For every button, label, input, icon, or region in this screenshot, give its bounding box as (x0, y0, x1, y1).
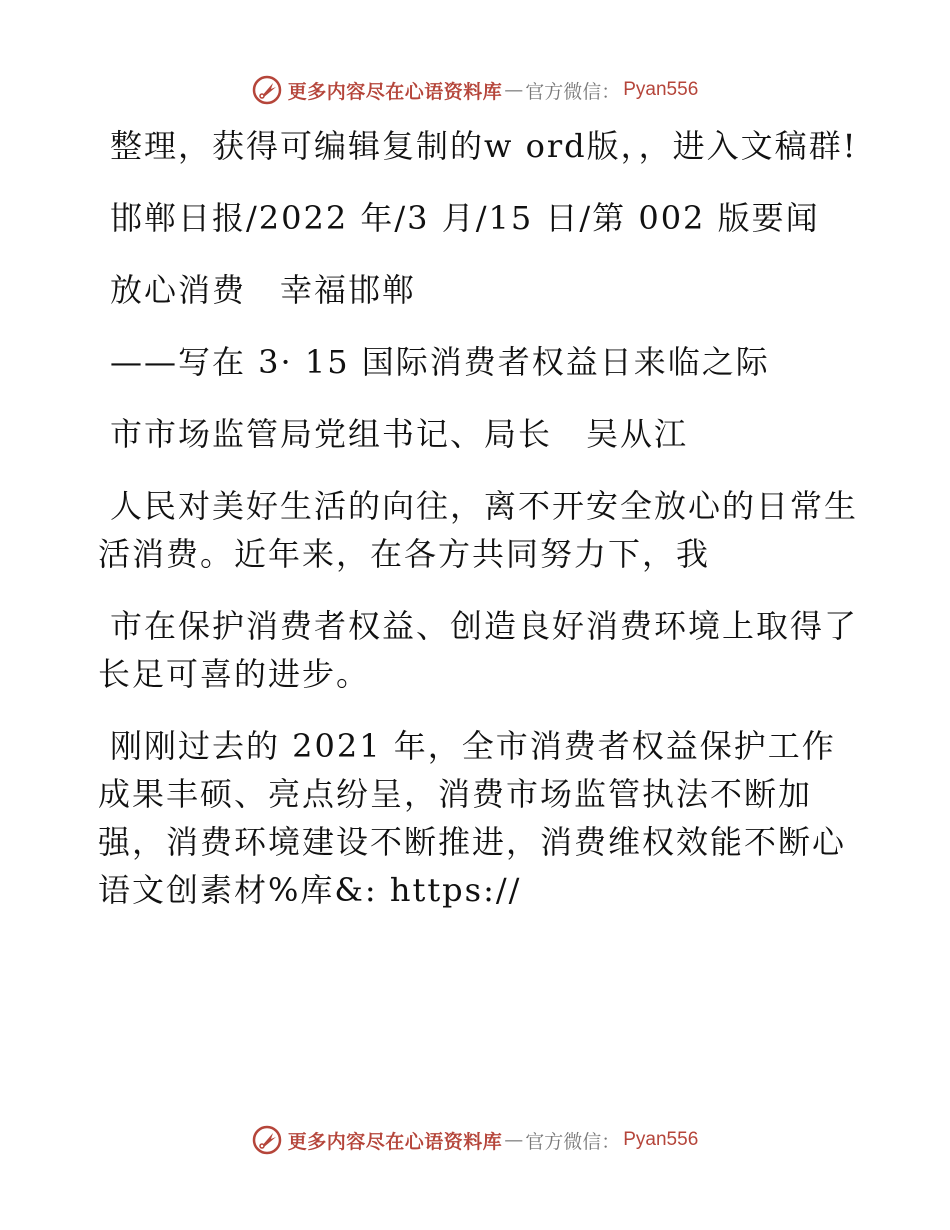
body-paragraph-1: 人民对美好生活的向往，离不开安全放心的日常生活消费。近年来，在各方共同努力下，我 (98, 487, 859, 573)
document-body (98, 122, 858, 938)
body-paragraph-2: 市在保护消费者权益、创造良好消费环境上取得了长足可喜的进步。 (98, 607, 859, 693)
quill-logo-icon (252, 1125, 282, 1155)
body-paragraph-3: 刚刚过去的 2021 年，全市消费者权益保护工作成果丰硕、亮点纷呈，消费市场监管执法不断加强，消费环境建设不断推进，消费维权效能不断心语文创素材%库&: https:// (98, 727, 847, 909)
intro-paragraph: 整理，获得可编辑复制的w ord版，，进入文稿群! (110, 127, 858, 165)
watermark-separator: — (504, 79, 524, 101)
author-line: 市市场监管局党组书记、局长 吴从江 (110, 415, 689, 453)
header-watermark (0, 70, 950, 110)
watermark-separator: — (504, 1129, 524, 1151)
watermark-wechat-id: Pyan556 (623, 79, 699, 100)
quill-logo-icon (252, 75, 282, 105)
watermark-text: 更多内容尽在心语资料库 (287, 80, 503, 103)
watermark-wechat-label: 官方微信： (525, 80, 621, 103)
watermark-text: 更多内容尽在心语资料库 (287, 1130, 503, 1153)
article-subtitle: ——写在 3· 15 国际消费者权益日来临之际 (110, 343, 770, 381)
watermark-wechat-id: Pyan556 (623, 1129, 699, 1150)
footer-watermark (0, 1120, 950, 1160)
source-line: 邯郸日报/2022 年/3 月/15 日/第 002 版要闻 (110, 199, 820, 237)
watermark-wechat-label: 官方微信： (525, 1130, 621, 1153)
article-title: 放心消费 幸福邯郸 (110, 271, 417, 309)
